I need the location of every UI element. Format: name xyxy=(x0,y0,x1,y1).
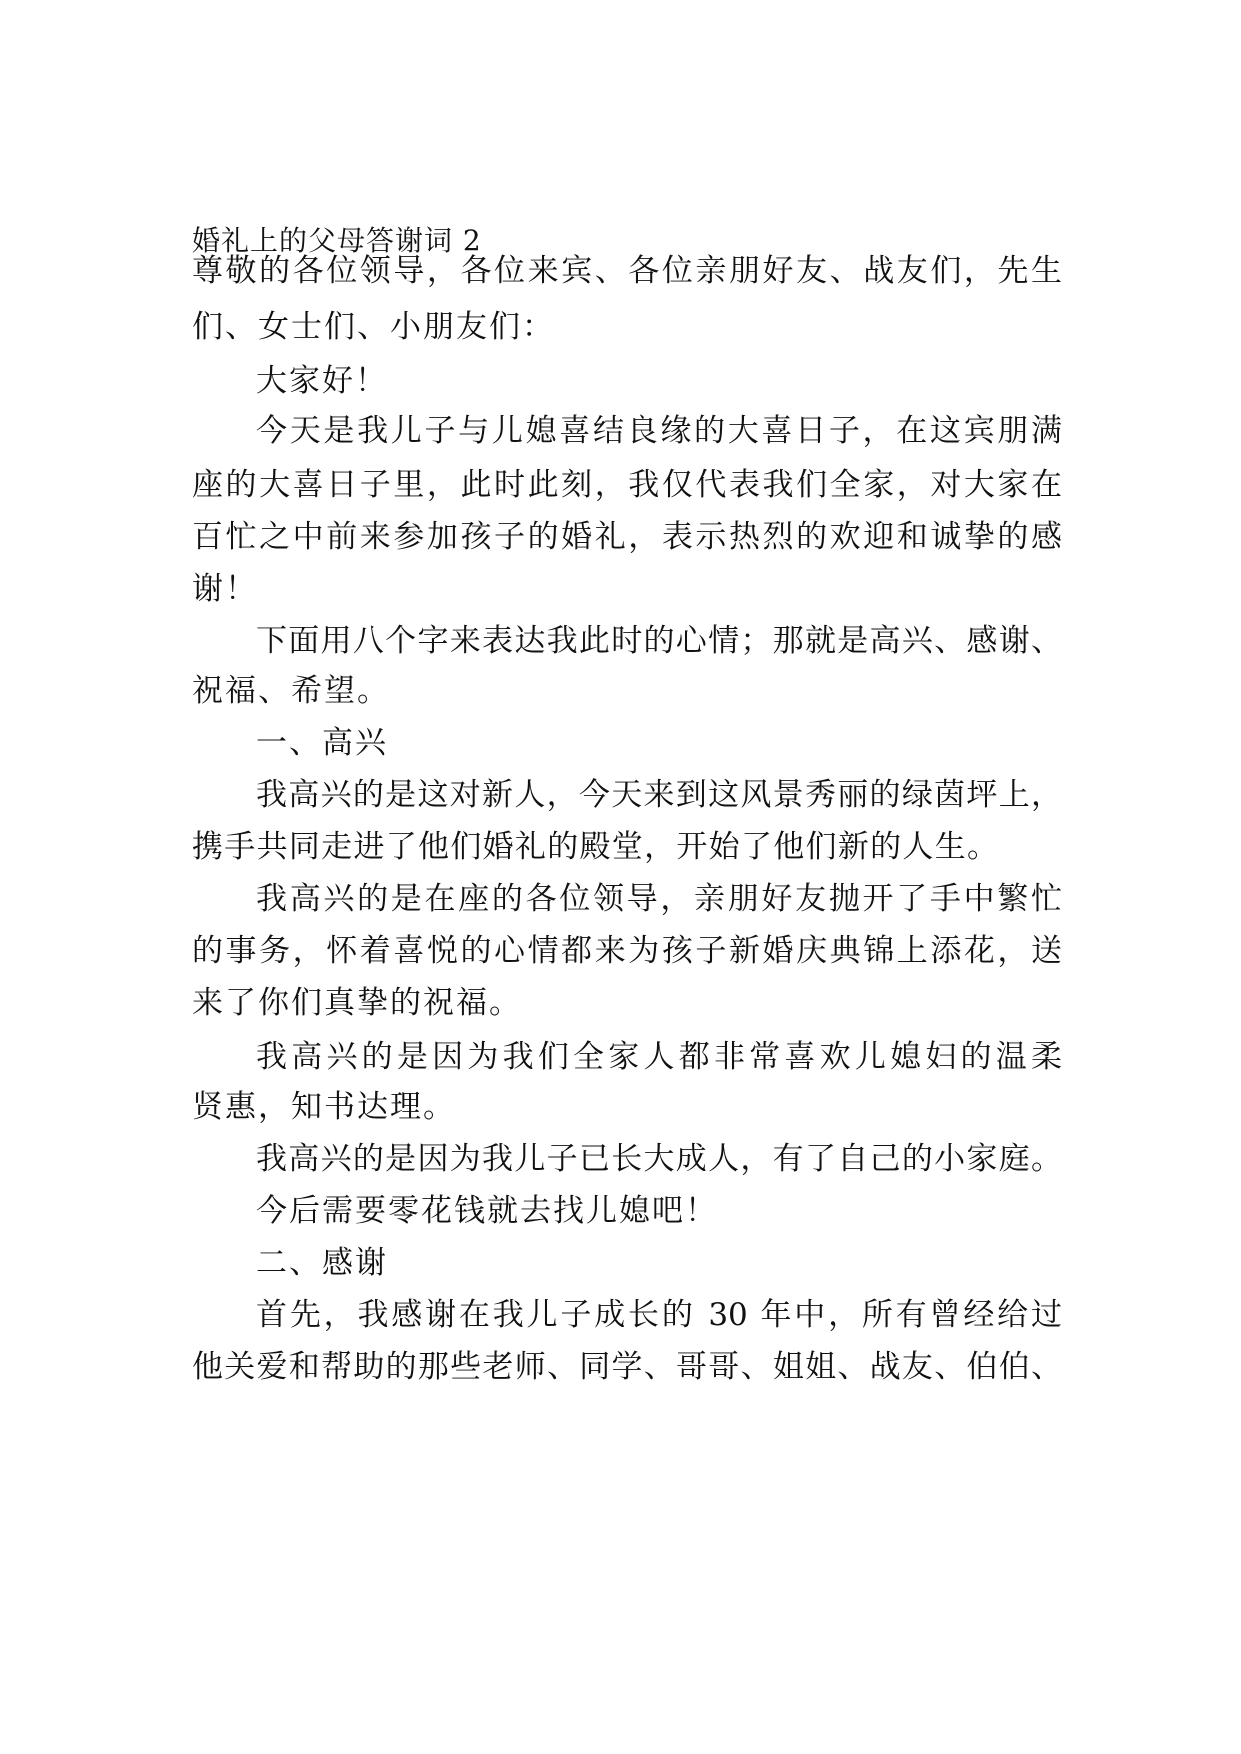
paragraph-line: 我高兴的是因为我儿子已长大成人，有了自己的小家庭。 xyxy=(256,1141,1062,1177)
paragraph-line: 首先，我感谢在我儿子成长的 30 年中，所有曾经给过 xyxy=(256,1297,1062,1333)
document-title: 婚礼上的父母答谢词 2 xyxy=(192,224,482,257)
paragraph-line: 携手共同走进了他们婚礼的殿堂，开始了他们新的人生。 xyxy=(192,829,998,865)
paragraph-line: 今天是我儿子与儿媳喜结良缘的大喜日子，在这宾朋满 xyxy=(256,413,1062,449)
paragraph-line: 来了你们真挚的祝福。 xyxy=(192,985,522,1021)
paragraph-line: 大家好！ xyxy=(256,363,388,399)
section-heading: 二、感谢 xyxy=(256,1245,388,1281)
paragraph-line: 我高兴的是这对新人，今天来到这风景秀丽的绿茵坪上， xyxy=(256,777,1062,813)
paragraph-line: 谢！ xyxy=(192,571,258,607)
paragraph-line: 们、女士们、小朋友们： xyxy=(192,309,555,345)
paragraph-line: 尊敬的各位领导，各位来宾、各位亲朋好友、战友们，先生 xyxy=(192,253,1062,289)
paragraph-line: 百忙之中前来参加孩子的婚礼，表示热烈的欢迎和诚挚的感 xyxy=(192,519,1062,555)
paragraph-line: 我高兴的是在座的各位领导，亲朋好友抛开了手中繁忙 xyxy=(256,881,1062,917)
paragraph-line: 我高兴的是因为我们全家人都非常喜欢儿媳妇的温柔 xyxy=(256,1039,1062,1075)
paragraph-line: 祝福、希望。 xyxy=(192,673,390,709)
section-heading: 一、高兴 xyxy=(256,725,388,761)
paragraph-line: 的事务，怀着喜悦的心情都来为孩子新婚庆典锦上添花，送 xyxy=(192,933,1062,969)
paragraph-line: 下面用八个字来表达我此时的心情；那就是高兴、感谢、 xyxy=(256,623,1062,659)
paragraph-line: 今后需要零花钱就去找儿媳吧！ xyxy=(256,1193,718,1229)
paragraph-line: 他关爱和帮助的那些老师、同学、哥哥、姐姐、战友、伯伯、 xyxy=(192,1349,1062,1385)
paragraph-line: 贤惠，知书达理。 xyxy=(192,1089,456,1125)
paragraph-line: 座的大喜日子里，此时此刻，我仅代表我们全家，对大家在 xyxy=(192,467,1062,503)
